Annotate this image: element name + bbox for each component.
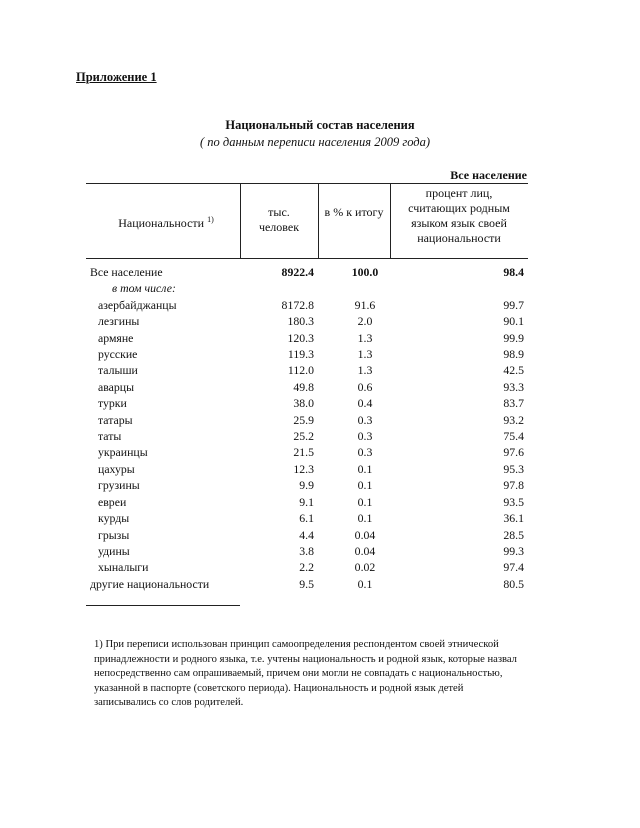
thousands-cell: 21.5	[293, 445, 314, 460]
native-language-cell: 98.4	[503, 265, 524, 279]
nationality-cell: азербайджанцы	[98, 297, 177, 312]
native-language-cell: 95.3	[503, 461, 524, 476]
table-row	[86, 428, 528, 444]
native-language-cell: 93.5	[503, 494, 524, 509]
thousands-cell: 12.3	[293, 461, 314, 476]
nationality-cell: украинцы	[98, 445, 148, 460]
table-row	[86, 559, 528, 575]
thousands-cell: 4.4	[299, 527, 314, 542]
header-percent-total: в % к итогу	[324, 205, 384, 219]
native-language-cell: 75.4	[503, 429, 524, 444]
nationality-table-body	[86, 264, 528, 592]
native-language-cell: 83.7	[503, 396, 524, 411]
percent-total-cell: 0.04	[354, 543, 376, 558]
percent-total-cell	[318, 280, 390, 296]
native-language-cell: 93.2	[503, 412, 524, 427]
nationality-cell: армяне	[98, 330, 134, 345]
nationality-cell: аварцы	[98, 379, 135, 394]
table-row	[86, 510, 528, 526]
table-row	[86, 477, 528, 493]
percent-total-cell: 0.4	[357, 396, 373, 411]
thousands-cell: 3.8	[299, 543, 314, 558]
table-row	[86, 280, 528, 296]
group-header: Все население	[450, 168, 527, 182]
nationality-cell: лезгины	[98, 314, 140, 329]
native-language-cell: 93.3	[503, 379, 524, 394]
nationality-cell: талыши	[98, 363, 138, 378]
header-nationality-text: Национальности	[118, 216, 205, 230]
nationality-cell: курды	[98, 511, 130, 526]
table-row	[86, 297, 528, 313]
nationality-cell: грузины	[98, 478, 140, 493]
nationality-cell: другие национальности	[90, 576, 210, 591]
header-nationality	[92, 212, 240, 231]
nationality-cell: русские	[98, 347, 138, 362]
table-top-rule	[86, 183, 528, 184]
table-row	[86, 527, 528, 543]
table-row	[86, 576, 528, 592]
thousands-cell: 9.9	[299, 478, 314, 493]
percent-total-cell: 0.02	[354, 560, 376, 575]
header-nationality-footnote-mark: 1)	[207, 215, 214, 224]
nationality-cell: цахуры	[98, 461, 135, 476]
native-language-cell: 97.4	[503, 560, 524, 575]
percent-total-cell: 0.1	[357, 494, 373, 509]
percent-total-cell: 91.6	[354, 297, 376, 312]
footnote-separator	[86, 605, 240, 606]
table-title: Национальный состав населения	[225, 118, 415, 132]
percent-total-cell: 0.6	[357, 379, 373, 394]
table-row	[86, 543, 528, 559]
native-language-cell: 99.9	[503, 330, 524, 345]
header-thousands: тыс. человек	[258, 205, 300, 234]
native-language-cell: 98.9	[503, 347, 524, 362]
thousands-cell: 112.0	[287, 363, 314, 378]
thousands-cell: 38.0	[293, 396, 314, 411]
table-row	[86, 461, 528, 477]
table-row	[86, 313, 528, 329]
table-row	[86, 395, 528, 411]
column-divider	[390, 183, 391, 258]
nationality-table	[86, 264, 528, 592]
footnote: 1) При переписи использован принцип самоопределения респондентом своей этнической принадлежности и родного языка, т.е. учтены национальность и родной язык, которые назвал непосредственно сам опрашиваемый, причем они могли не совпадать с национальностью, указанной в паспорте (советского периода). Национальность и родной язык детей записывались со слов родителей.	[94, 639, 517, 708]
thousands-cell: 6.1	[299, 511, 314, 526]
table-row	[86, 330, 528, 346]
thousands-cell: 8172.8	[281, 297, 314, 312]
thousands-cell: 9.1	[299, 494, 314, 509]
column-divider	[240, 183, 241, 258]
native-language-cell: 97.8	[503, 478, 524, 493]
nationality-cell: грызы	[98, 527, 130, 542]
native-language-cell: 90.1	[503, 314, 524, 329]
native-language-cell: 36.1	[503, 511, 524, 526]
nationality-cell: удины	[98, 543, 130, 558]
percent-total-cell: 0.1	[357, 478, 373, 493]
thousands-cell	[240, 280, 318, 296]
table-row	[86, 379, 528, 395]
thousands-cell: 9.5	[299, 576, 314, 591]
thousands-cell: 119.3	[287, 347, 314, 362]
percent-total-cell: 1.3	[357, 330, 373, 345]
thousands-cell: 120.3	[287, 330, 314, 345]
percent-total-cell: 0.04	[354, 527, 376, 542]
table-row	[86, 264, 528, 280]
percent-total-cell: 1.3	[357, 363, 373, 378]
nationality-cell: таты	[98, 429, 122, 444]
header-native-language: процент лиц, считающих родным языком язык своей национальности	[408, 186, 510, 245]
nationality-cell: в том числе:	[112, 281, 176, 296]
nationality-cell: евреи	[98, 494, 127, 509]
percent-total-cell: 2.0	[357, 314, 373, 329]
thousands-cell: 8922.4	[281, 265, 314, 279]
percent-total-cell: 0.1	[357, 461, 373, 476]
appendix-label: Приложение 1	[76, 70, 157, 84]
percent-total-cell: 0.1	[357, 511, 373, 526]
table-header-rule	[86, 258, 528, 259]
nationality-cell: Все население	[90, 265, 163, 279]
percent-total-cell: 0.1	[357, 576, 373, 591]
native-language-cell: 97.6	[503, 445, 524, 460]
percent-total-cell: 0.3	[357, 429, 373, 444]
thousands-cell: 2.2	[299, 560, 314, 575]
percent-total-cell: 0.3	[357, 445, 373, 460]
native-language-cell: 80.5	[503, 576, 524, 591]
column-divider	[318, 183, 319, 258]
nationality-cell: татары	[98, 412, 133, 427]
thousands-cell: 25.2	[293, 429, 314, 444]
thousands-cell: 180.3	[287, 314, 314, 329]
table-subtitle: ( по данным переписи населения 2009 года)	[199, 135, 431, 149]
percent-total-cell: 1.3	[357, 347, 373, 362]
native-language-cell: 28.5	[503, 527, 524, 542]
native-language-cell: 42.5	[503, 363, 524, 378]
table-row	[86, 346, 528, 362]
nationality-cell: хыналыги	[98, 560, 149, 575]
nationality-cell: турки	[98, 396, 127, 411]
table-row	[86, 494, 528, 510]
native-language-cell	[390, 280, 528, 296]
table-row	[86, 362, 528, 378]
native-language-cell: 99.3	[503, 543, 524, 558]
thousands-cell: 49.8	[293, 379, 314, 394]
table-row	[86, 412, 528, 428]
native-language-cell: 99.7	[503, 297, 524, 312]
percent-total-cell: 100.0	[351, 265, 379, 279]
thousands-cell: 25.9	[293, 412, 314, 427]
percent-total-cell: 0.3	[357, 412, 373, 427]
table-row	[86, 444, 528, 460]
